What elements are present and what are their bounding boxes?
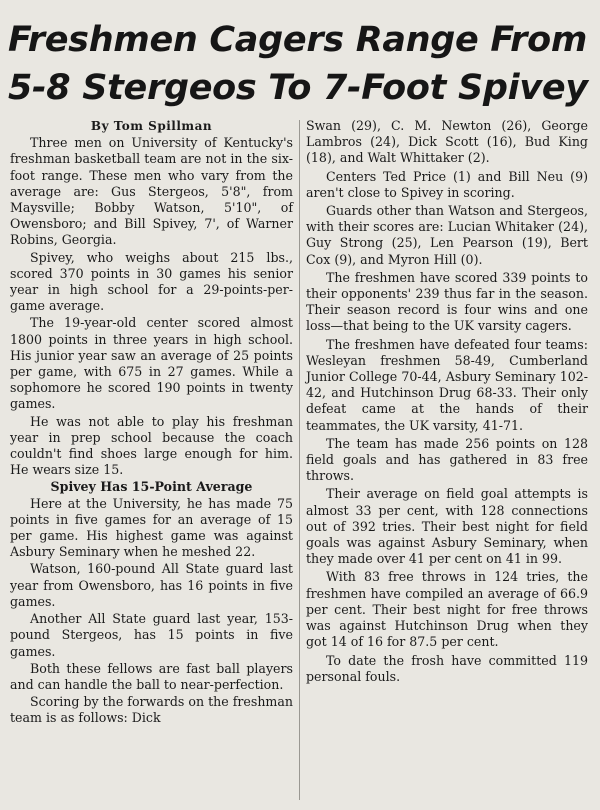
paragraph: Three men on University of Kentucky's freshman basketball team are not in the six-foot range. These men who vary from the average are: Gus Stergeos, 5'8", from Maysville; Bobby Watson, 5'10", of Owensboro; and Bill Spivey, 7', of Warner Robins, Georgia. — [10, 135, 293, 248]
paragraph: Both these fellows are fast ball players and can handle the ball to near-perfection. — [10, 660, 293, 692]
headline — [8, 16, 592, 112]
paragraph: With 83 free throws in 124 tries, the freshmen have compiled an average of 66.9 per cent. Their best night for free throws was against Hutchinson Drug when they got 14 of 16 for 87.5 per cent. — [306, 569, 588, 650]
paragraph: The freshmen have defeated four teams: Wesleyan freshmen 58-49, Cumberland Junior College 70-44, Asbury Seminary 102-42, and Hutchinson Drug 68-33. Their only defeat came at the hands of their teammates, the UK varsity, 41-71. — [306, 336, 588, 433]
paragraph: Swan (29), C. M. Newton (26), George Lambros (24), Dick Scott (16), Bud King (18), and Walt Whittaker (2). — [306, 118, 588, 166]
paragraph: Centers Ted Price (1) and Bill Neu (9) aren't close to Spivey in scoring. — [306, 168, 588, 200]
paragraph: Another All State guard last year, 153-pound Stergeos, has 15 points in five games. — [10, 611, 293, 659]
paragraph: To date the frosh have committed 119 personal fouls. — [306, 652, 588, 684]
article-column-right — [306, 118, 588, 687]
paragraph: Spivey, who weighs about 215 lbs., scored 370 points in 30 games his senior year in high school for a 29-points-per-game average. — [10, 249, 293, 314]
paragraph: Their average on field goal attempts is almost 33 per cent, with 128 connections out of 392 tries. Their best night for field goals was against Asbury Seminary, when they made over 41 per cent on 41 in 99. — [306, 486, 588, 567]
article-column-left — [10, 118, 293, 728]
paragraph: The team has made 256 points on 128 field goals and has gathered in 83 free throws. — [306, 435, 588, 484]
paragraph: The freshmen have scored 339 points to their opponents' 239 thus far in the season. Their season record is four wins and one loss—that being to the UK varsity cagers. — [306, 269, 588, 334]
paragraph: Watson, 160-pound All State guard last year from Owensboro, has 16 points in five games. — [10, 561, 293, 609]
paragraph: He was not able to play his freshman year in prep school because the coach couldn't find shoes large enough for him. He wears size 15. — [10, 413, 293, 478]
column-divider — [299, 120, 300, 800]
paragraph: Guards other than Watson and Stergeos, with their scores are: Lucian Whitaker (24), Guy Strong (25), Len Pearson (19), Bert Cox (9), and Myron Hill (0). — [306, 203, 588, 267]
paragraph: Here at the University, he has made 75 points in five games for an average of 15 per game. His highest game was against Asbury Seminary when he meshed 22. — [10, 495, 293, 560]
paragraph: The 19-year-old center scored almost 1800 points in three years in high school. His junior year saw an average of 25 points per game, with 675 in 27 games. While a sophomore he scored 190 points in twenty games. — [10, 315, 293, 412]
byline: By Tom Spillman — [90, 119, 213, 133]
headline-line-1: Freshmen Cagers Range From — [8, 20, 587, 60]
paragraph: Scoring by the forwards on the freshman team is as follows: Dick — [10, 694, 293, 726]
subheading: Spivey Has 15-Point Average — [50, 479, 253, 495]
headline-line-2: 5-8 Stergeos To 7-Foot Spivey — [8, 68, 588, 108]
